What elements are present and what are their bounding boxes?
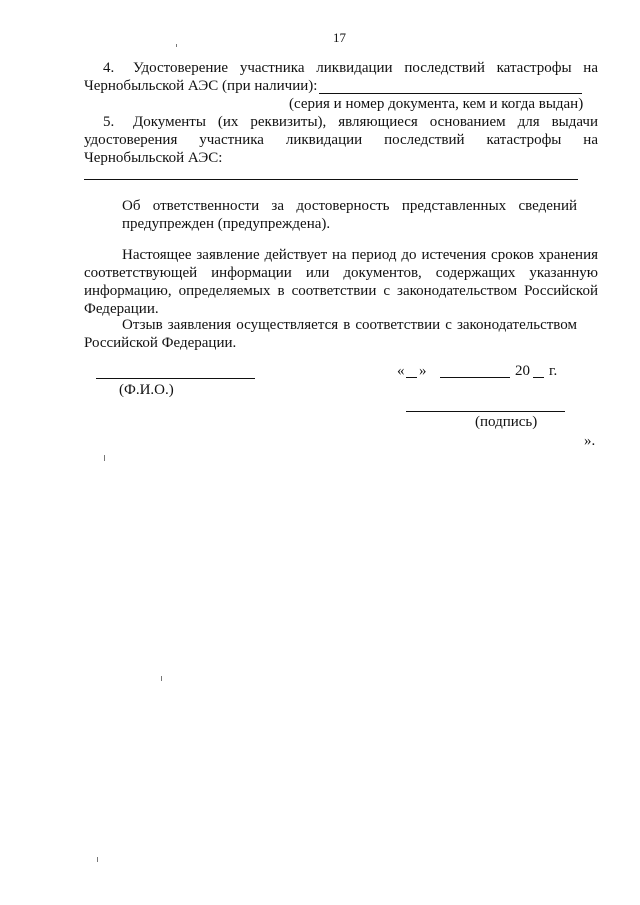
item5-line3: Чернобыльской АЭС: [84, 150, 223, 166]
item4-document-field-line [319, 93, 582, 94]
item4-number: 4. [103, 60, 115, 76]
item4-field-hint: (серия и номер документа, кем и когда выдан) [289, 96, 584, 112]
item5-document-field-line [84, 179, 578, 180]
revocation-line1: Отзыв заявления осуществляется в соответствии с законодательством [122, 317, 577, 333]
signature-label: (подпись) [475, 414, 538, 430]
item5-line2: удостоверения участника ликвидации последствий катастрофы на [84, 132, 598, 148]
date-year-suffix: г. [549, 363, 558, 379]
revocation-line2: Российской Федерации. [84, 335, 237, 351]
page-number: 17 [333, 30, 346, 45]
validity-line4: Федерации. [84, 301, 159, 317]
responsibility-line2: предупрежден (предупреждена). [122, 216, 331, 232]
date-year-line [533, 377, 544, 378]
item4-line2: Чернобыльской АЭС (при наличии): [84, 78, 318, 94]
item5-line1: Документы (их реквизиты), являющиеся основанием для выдачи [133, 114, 598, 130]
scan-speck [104, 455, 105, 461]
date-month-line [440, 377, 510, 378]
scan-speck [176, 44, 177, 47]
fio-label: (Ф.И.О.) [119, 382, 174, 398]
item4-line1: Удостоверение участника ликвидации последствий катастрофы на [133, 60, 598, 76]
fio-field-line [96, 378, 255, 379]
validity-line1: Настоящее заявление действует на период до истечения сроков хранения [122, 247, 598, 263]
scan-speck [161, 676, 162, 681]
signature-field-line [406, 411, 565, 412]
scan-speck [97, 857, 98, 862]
date-day-line [406, 377, 417, 378]
closing-mark: ». [584, 433, 596, 449]
date-open-quote: « [397, 363, 405, 379]
date-close-quote: » [419, 363, 427, 379]
item5-number: 5. [103, 114, 115, 130]
responsibility-line1: Об ответственности за достоверность представленных сведений [122, 198, 577, 214]
validity-line2: соответствующей информации или документов, содержащих указанную [84, 265, 598, 281]
validity-line3: информацию, определяемых в соответствии с законодательством Российской [84, 283, 598, 299]
date-year-prefix: 20 [515, 363, 530, 379]
